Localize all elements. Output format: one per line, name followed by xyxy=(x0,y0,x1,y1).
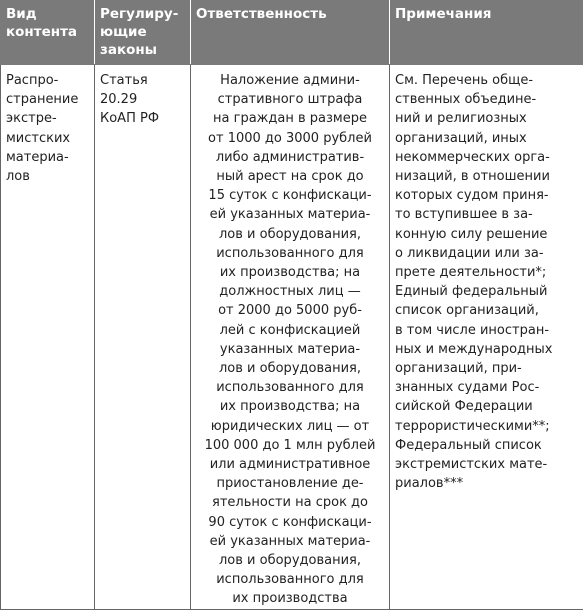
header-content-type: Вид контента xyxy=(1,1,95,65)
cell-content-type: Распро- странение экстре- мистских материа- лов xyxy=(1,65,95,610)
header-laws: Регулиру- ющие законы xyxy=(95,1,191,65)
table-row xyxy=(1,65,583,610)
cell-notes: См. Перечень обще- ственных объедине- ний и религиозных организаций, иных некоммерческих орга- низаций, в отношении которых судом приня- то вступившее в за- конную силу решение о ликвидации или за- прете деятельности*; Единый федеральный список организаций, в том числе иностран- ных и международных организаций, при- знанных судами Рос- сийской Федерации террористическими**; Федеральный список экстремистских мате- риалов*** xyxy=(390,65,583,610)
header-notes: Примечания xyxy=(390,1,583,65)
header-responsibility: Ответственность xyxy=(191,1,390,65)
cell-responsibility: Наложение админи- стративного штрафа на граждан в размере от 1000 до 3000 рублей либо административ- ный арест на срок до 15 суток с конфискаци- ей указанных материа- лов и оборудования, использованного для их производства; на должностных лиц — от 2000 до 5000 руб- лей с конфискацией указанных материа- лов и оборудования, использованного для их производства; на юридических лиц — от 100 000 до 1 млн рублей или административное приостановление де- ятельности на срок до 90 суток с конфискаци- ей указанных материа- лов и оборудования, использованного для их производства xyxy=(191,65,390,610)
cell-laws: Статья 20.29 КоАП РФ xyxy=(95,65,191,610)
header-row xyxy=(1,1,583,65)
